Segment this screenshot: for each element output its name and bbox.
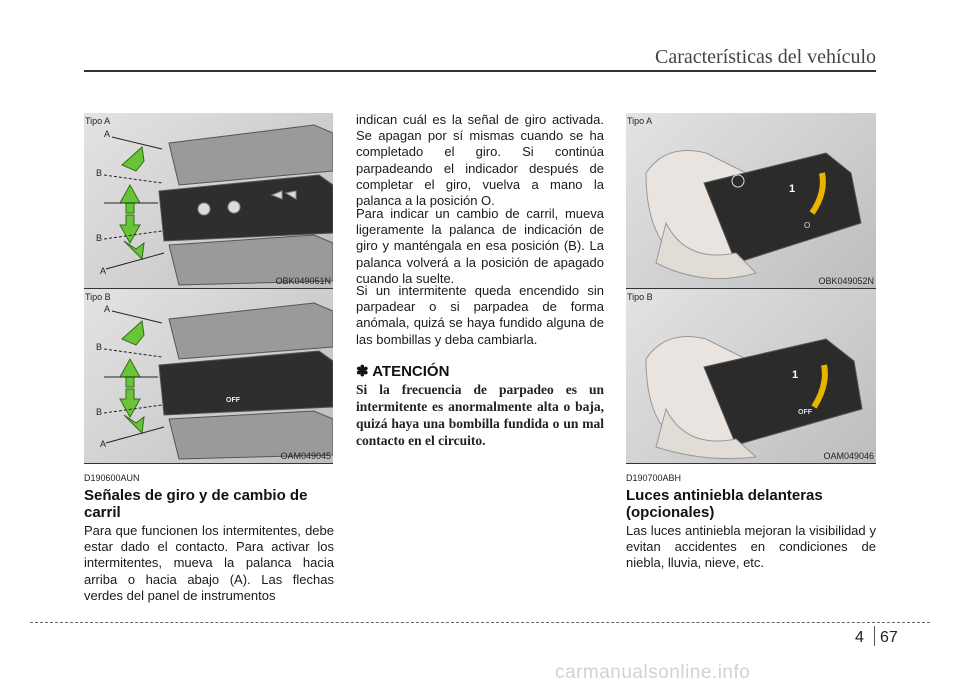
- figure-turn-signal-type-b: [84, 289, 333, 463]
- marker-a-bottom: A: [100, 266, 107, 276]
- paragraph: indican cuál es la señal de giro activada. Se apagan por sí mismas cuando se ha completado el giro. Si continúa parpadeando el indicador después de completar el giro, vuelva a mano la palanca a la posición O.: [356, 112, 604, 209]
- switch-off-label: OFF: [226, 397, 240, 404]
- figure-label: Tipo B: [627, 292, 653, 302]
- stalk-illustration: [84, 113, 333, 288]
- marker-b-bottom: B: [96, 233, 103, 243]
- figure-rule: [84, 463, 333, 464]
- figure-label: Tipo A: [85, 116, 111, 126]
- paragraph: Para indicar un cambio de carril, mueva ligeramente la palanca de indicación de giro y manténgala en esa posición (B). La palanca volverá a la posición de apagado cuando la suelte.: [356, 206, 604, 286]
- attention-title-text: ATENCIÓN: [372, 363, 450, 380]
- section-heading: Señales de giro y de cambio de carril: [84, 487, 308, 521]
- paragraph: Las luces antiniebla mejoran la visibilidad y evitan accidentes en condiciones de niebla, lluvia, nieve, etc.: [626, 523, 876, 571]
- attention-symbol-icon: ✽: [356, 363, 369, 380]
- paragraph: Si un intermitente queda encendido sin parpadear o si parpadea de forma anómala, quizá se haya fundido alguna de las bombillas y deba cambiarla.: [356, 283, 604, 347]
- position-number: 1: [789, 183, 796, 195]
- figure-turn-signal-type-a: [84, 113, 333, 288]
- footer-rule: [30, 622, 930, 623]
- header-title: Características del vehículo: [654, 46, 876, 68]
- hand-stalk-illustration: [626, 289, 876, 463]
- figure-label: Tipo A: [627, 116, 653, 126]
- section-code: D190600AUN: [84, 473, 140, 483]
- figure-code: OBK049052N: [818, 276, 874, 286]
- hand-stalk-illustration: [626, 113, 876, 288]
- figure-label: Tipo B: [85, 292, 111, 302]
- figure-fog-type-a: [626, 113, 876, 288]
- ring-label: O: [804, 221, 811, 230]
- figure-code: OBK049051N: [275, 276, 331, 286]
- position-number: 1: [792, 369, 799, 381]
- watermark: carmanualsonline.info: [555, 662, 751, 683]
- stalk-illustration: [84, 289, 333, 463]
- header-rule: [84, 70, 876, 72]
- section-code: D190700ABH: [626, 473, 682, 483]
- marker-b-bottom: B: [96, 407, 103, 417]
- page-section-number: 4: [855, 629, 864, 646]
- figure-code: OAM049045: [280, 451, 331, 461]
- marker-b-top: B: [96, 168, 103, 178]
- paragraph: Para que funcionen los intermitentes, debe estar dado el contacto. Para activar los intermitentes, mueva la palanca hacia arriba o hacia abajo (A). Las flechas verdes del panel de instrumentos: [84, 523, 334, 603]
- page-number-separator: [874, 626, 875, 646]
- marker-a-top: A: [104, 129, 111, 139]
- page-number: 67: [880, 629, 898, 646]
- figure-rule: [626, 463, 876, 464]
- marker-b-top: B: [96, 342, 103, 352]
- marker-a-top: A: [104, 304, 111, 314]
- figure-code: OAM049046: [823, 451, 874, 461]
- attention-title: [356, 362, 449, 380]
- marker-a-bottom: A: [100, 439, 107, 449]
- attention-body: Si la frecuencia de parpadeo es un intermitente es anormalmente alta o baja, quizá haya una bombilla fundida o un mal contacto en el circuito.: [356, 382, 604, 448]
- section-heading: Luces antiniebla delanteras (opcionales): [626, 487, 823, 521]
- figure-fog-type-b: [626, 289, 876, 463]
- ring-label: OFF: [798, 409, 812, 416]
